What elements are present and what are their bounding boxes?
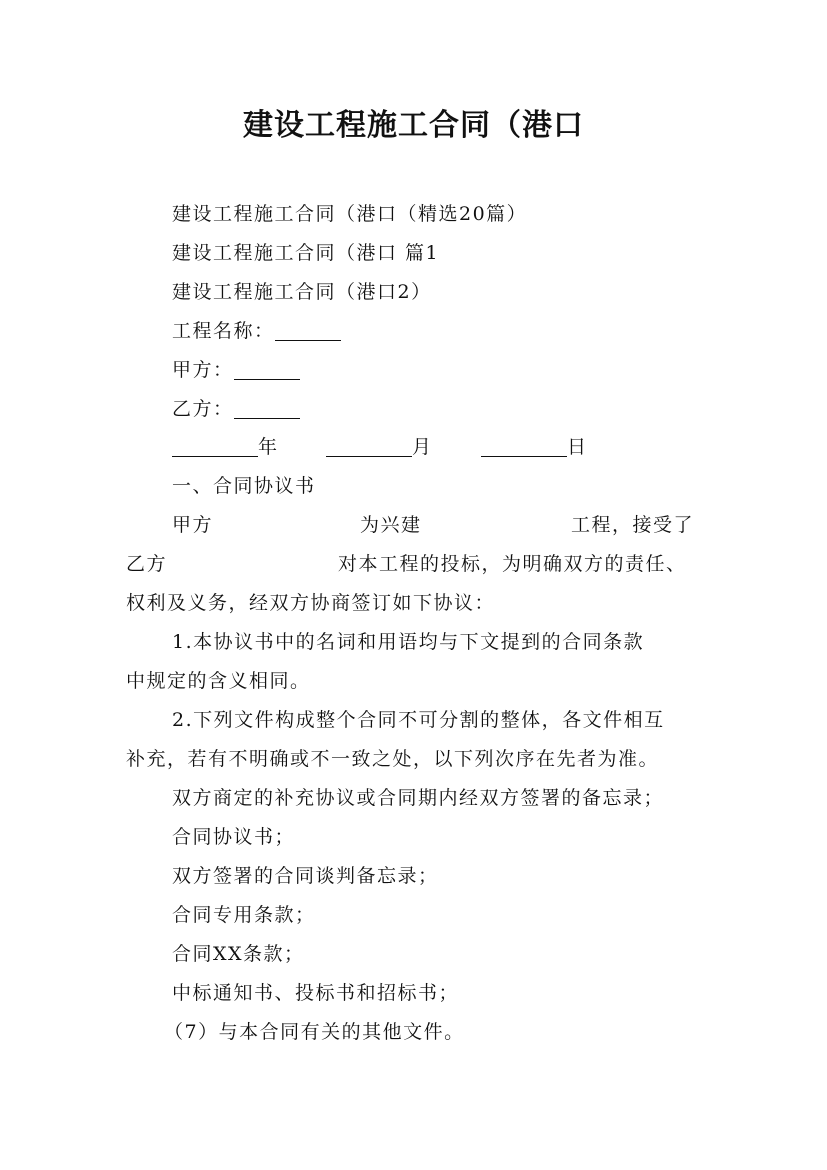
list-item: 双方商定的补充协议或合同期内经双方签署的备忘录；: [172, 787, 665, 809]
project-name-label: 工程名称：: [172, 320, 275, 342]
party-b-line: [172, 394, 300, 421]
clause-text: 补充，若有不明确或不一致之处，以下列次序在先者为准。: [126, 748, 660, 770]
intro-text: 工程，接受了: [571, 514, 695, 536]
month-blank: [326, 436, 412, 457]
day-label: 日: [567, 436, 588, 458]
project-name-line: [172, 316, 341, 343]
intro-text: 权利及义务，经双方协商签订如下协议：: [126, 592, 496, 614]
date-line: [326, 432, 433, 459]
date-line: [481, 432, 588, 459]
toc-line: 建设工程施工合同（港口 篇1: [172, 242, 440, 264]
list-item: 中标通知书、投标书和招标书；: [172, 982, 460, 1004]
list-item: 合同专用条款；: [172, 904, 316, 926]
toc-line: 建设工程施工合同（港口2）: [172, 281, 432, 303]
month-label: 月: [412, 436, 433, 458]
year-label: 年: [258, 436, 279, 458]
document-title: 建设工程施工合同（港口: [243, 108, 584, 143]
section-heading: 一、合同协议书: [172, 475, 316, 497]
list-item: 双方签署的合同谈判备忘录；: [172, 865, 439, 887]
year-blank: [172, 436, 258, 457]
party-a-line: [172, 355, 300, 382]
clause-text: 中规定的含义相同。: [126, 670, 311, 692]
clause-text: 1.本协议书中的名词和用语均与下文提到的合同条款: [172, 631, 645, 653]
intro-text: 为兴建: [360, 514, 422, 536]
list-item: （7）与本合同有关的其他文件。: [164, 1021, 465, 1043]
list-item: 合同协议书；: [172, 826, 296, 848]
intro-text: 对本工程的投标，为明确双方的责任、: [338, 553, 687, 575]
intro-text: 乙方: [126, 553, 168, 575]
list-item: 合同XX条款；: [172, 943, 305, 965]
party-b-blank: [234, 398, 300, 419]
project-name-blank: [275, 320, 341, 341]
day-blank: [481, 436, 567, 457]
party-a-label: 甲方：: [172, 359, 234, 381]
party-a-blank: [234, 359, 300, 380]
date-line: [172, 432, 279, 459]
party-b-label: 乙方：: [172, 398, 234, 420]
intro-text: 甲方: [172, 514, 214, 536]
clause-text: 2.下列文件构成整个合同不可分割的整体，各文件相互: [172, 709, 665, 731]
toc-line: 建设工程施工合同（港口（精选20篇）: [172, 203, 528, 225]
